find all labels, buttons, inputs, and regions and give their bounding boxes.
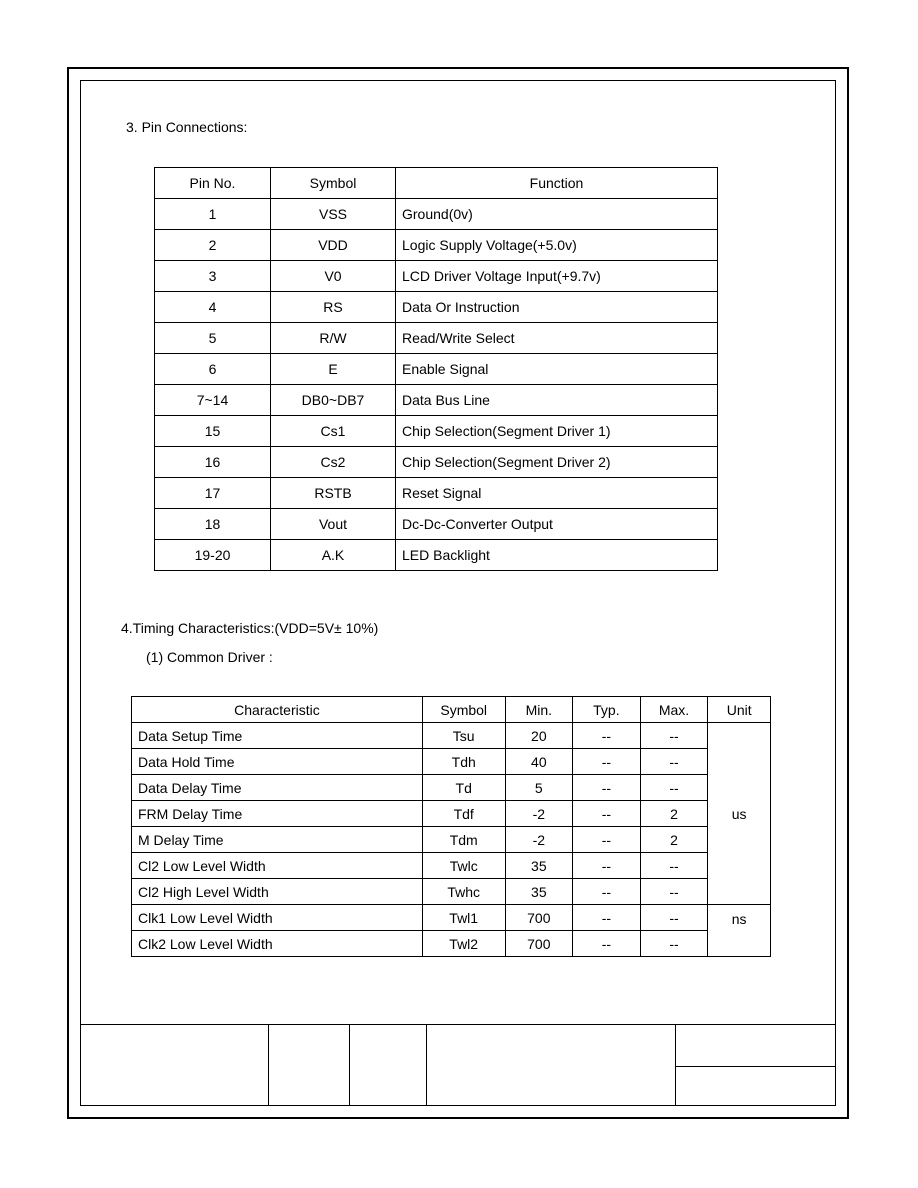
pin-symbol-cell: DB0~DB7 (271, 385, 396, 416)
unit-cell-us: us (708, 723, 771, 905)
pin-no-cell: 4 (155, 292, 271, 323)
pin-function-cell: Reset Signal (396, 478, 718, 509)
characteristic-cell: Clk1 Low Level Width (132, 905, 423, 931)
min-header: Min. (505, 697, 573, 723)
pin-symbol-cell: Cs2 (271, 447, 396, 478)
title-block-divider (349, 1025, 350, 1106)
pin-symbol-cell: E (271, 354, 396, 385)
pin-no-header: Pin No. (155, 168, 271, 199)
pin-row (155, 540, 718, 571)
section-4-title: 4.Timing Characteristics:(VDD=5V± 10%) (121, 620, 379, 636)
pin-symbol-cell: V0 (271, 261, 396, 292)
pin-function-cell: Chip Selection(Segment Driver 2) (396, 447, 718, 478)
pin-function-cell: LED Backlight (396, 540, 718, 571)
title-block-divider (426, 1025, 427, 1106)
pin-no-cell: 3 (155, 261, 271, 292)
timing-table-header-row (132, 697, 771, 723)
pin-row (155, 292, 718, 323)
characteristic-header: Characteristic (132, 697, 423, 723)
pin-function-cell: Enable Signal (396, 354, 718, 385)
pin-no-cell: 7~14 (155, 385, 271, 416)
typ-header: Typ. (573, 697, 641, 723)
pin-no-cell: 19-20 (155, 540, 271, 571)
timing-table-body (132, 723, 771, 957)
max-cell: -- (640, 879, 708, 905)
timing-symbol-cell: Tdm (422, 827, 505, 853)
pin-function-cell: Data Bus Line (396, 385, 718, 416)
typ-cell: -- (573, 827, 641, 853)
max-cell: -- (640, 905, 708, 931)
pin-row (155, 447, 718, 478)
timing-row (132, 775, 771, 801)
pin-symbol-cell: Vout (271, 509, 396, 540)
characteristic-cell: Cl2 Low Level Width (132, 853, 423, 879)
typ-cell: -- (573, 801, 641, 827)
pin-row (155, 261, 718, 292)
pin-function-cell: Chip Selection(Segment Driver 1) (396, 416, 718, 447)
timing-row (132, 879, 771, 905)
max-cell: -- (640, 749, 708, 775)
characteristic-cell: Data Setup Time (132, 723, 423, 749)
pin-symbol-cell: VSS (271, 199, 396, 230)
min-cell: 40 (505, 749, 573, 775)
timing-symbol-cell: Twl2 (422, 931, 505, 957)
timing-row (132, 931, 771, 957)
timing-row (132, 827, 771, 853)
pin-symbol-cell: R/W (271, 323, 396, 354)
pin-function-cell: Read/Write Select (396, 323, 718, 354)
pin-connections-table (154, 167, 718, 571)
timing-row (132, 905, 771, 931)
typ-cell: -- (573, 931, 641, 957)
pin-no-cell: 15 (155, 416, 271, 447)
title-block (80, 1024, 836, 1106)
timing-symbol-cell: Twhc (422, 879, 505, 905)
typ-cell: -- (573, 723, 641, 749)
unit-header: Unit (708, 697, 771, 723)
timing-symbol-header: Symbol (422, 697, 505, 723)
pin-row (155, 478, 718, 509)
pin-no-cell: 16 (155, 447, 271, 478)
pin-row (155, 416, 718, 447)
timing-symbol-cell: Twl1 (422, 905, 505, 931)
pin-symbol-cell: Cs1 (271, 416, 396, 447)
typ-cell: -- (573, 905, 641, 931)
max-cell: -- (640, 775, 708, 801)
characteristic-cell: M Delay Time (132, 827, 423, 853)
pin-function-cell: Data Or Instruction (396, 292, 718, 323)
timing-symbol-cell: Twlc (422, 853, 505, 879)
pin-no-cell: 17 (155, 478, 271, 509)
pin-function-cell: Ground(0v) (396, 199, 718, 230)
characteristic-cell: Data Delay Time (132, 775, 423, 801)
min-cell: 35 (505, 879, 573, 905)
pin-no-cell: 2 (155, 230, 271, 261)
typ-cell: -- (573, 853, 641, 879)
min-cell: -2 (505, 827, 573, 853)
max-cell: -- (640, 931, 708, 957)
pin-symbol-cell: A.K (271, 540, 396, 571)
pin-function-cell: Logic Supply Voltage(+5.0v) (396, 230, 718, 261)
characteristic-cell: Cl2 High Level Width (132, 879, 423, 905)
timing-characteristics-table (131, 696, 771, 957)
max-header: Max. (640, 697, 708, 723)
pin-row (155, 509, 718, 540)
typ-cell: -- (573, 879, 641, 905)
characteristic-cell: FRM Delay Time (132, 801, 423, 827)
timing-symbol-cell: Td (422, 775, 505, 801)
pin-table-body (155, 199, 718, 571)
unit-cell-ns: ns (708, 905, 771, 957)
pin-row (155, 199, 718, 230)
pin-row (155, 354, 718, 385)
pin-symbol-cell: VDD (271, 230, 396, 261)
typ-cell: -- (573, 749, 641, 775)
characteristic-cell: Data Hold Time (132, 749, 423, 775)
pin-function-cell: Dc-Dc-Converter Output (396, 509, 718, 540)
title-block-divider (268, 1025, 269, 1106)
timing-symbol-cell: Tsu (422, 723, 505, 749)
timing-row (132, 749, 771, 775)
pin-no-cell: 5 (155, 323, 271, 354)
min-cell: 700 (505, 931, 573, 957)
pin-function-cell: LCD Driver Voltage Input(+9.7v) (396, 261, 718, 292)
section-4-subtitle: (1) Common Driver : (146, 649, 273, 665)
symbol-header: Symbol (271, 168, 396, 199)
typ-cell: -- (573, 775, 641, 801)
pin-no-cell: 1 (155, 199, 271, 230)
min-cell: 5 (505, 775, 573, 801)
max-cell: 2 (640, 801, 708, 827)
title-block-divider (675, 1066, 836, 1067)
section-3-title: 3. Pin Connections: (126, 119, 248, 135)
pin-no-cell: 6 (155, 354, 271, 385)
timing-row (132, 801, 771, 827)
pin-row (155, 323, 718, 354)
characteristic-cell: Clk2 Low Level Width (132, 931, 423, 957)
min-cell: 35 (505, 853, 573, 879)
min-cell: -2 (505, 801, 573, 827)
timing-row (132, 853, 771, 879)
pin-no-cell: 18 (155, 509, 271, 540)
pin-symbol-cell: RSTB (271, 478, 396, 509)
max-cell: 2 (640, 827, 708, 853)
timing-symbol-cell: Tdh (422, 749, 505, 775)
min-cell: 700 (505, 905, 573, 931)
pin-symbol-cell: RS (271, 292, 396, 323)
pin-row (155, 385, 718, 416)
max-cell: -- (640, 853, 708, 879)
pin-table-header-row (155, 168, 718, 199)
function-header: Function (396, 168, 718, 199)
max-cell: -- (640, 723, 708, 749)
min-cell: 20 (505, 723, 573, 749)
pin-row (155, 230, 718, 261)
timing-row (132, 723, 771, 749)
timing-symbol-cell: Tdf (422, 801, 505, 827)
